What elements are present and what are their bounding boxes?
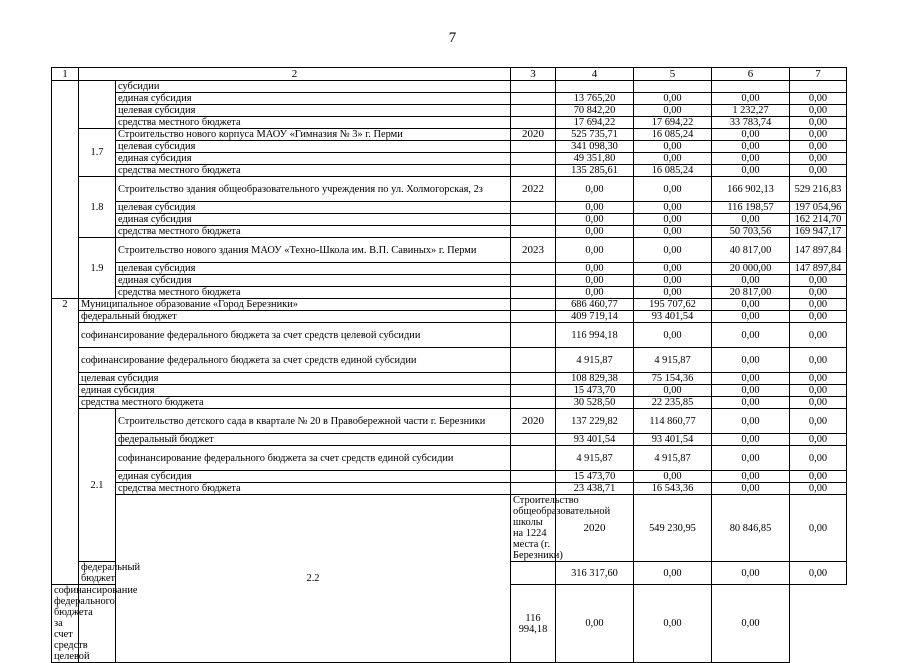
value-cell: 0,00 xyxy=(790,471,847,483)
value-cell: 0,00 xyxy=(712,385,790,397)
table-row xyxy=(52,141,847,153)
value-cell: 116 198,57 xyxy=(712,202,790,214)
value-cell: 0,00 xyxy=(556,177,634,202)
value-cell: 0,00 xyxy=(634,323,712,348)
value-cell: 0,00 xyxy=(790,117,847,129)
table-row xyxy=(52,214,847,226)
year-cell xyxy=(511,117,556,129)
table-row xyxy=(52,105,847,117)
item-number-cell: 1.8 xyxy=(79,177,116,238)
value-cell: 0,00 xyxy=(790,129,847,141)
value-cell: 116 994,18 xyxy=(511,585,556,663)
value-cell: 525 735,71 xyxy=(556,129,634,141)
value-cell: 0,00 xyxy=(556,202,634,214)
value-cell: 40 817,00 xyxy=(712,238,790,263)
table-row xyxy=(52,202,847,214)
year-cell xyxy=(511,446,556,471)
value-cell: 0,00 xyxy=(712,483,790,495)
value-cell: 0,00 xyxy=(712,165,790,177)
value-cell: 0,00 xyxy=(790,385,847,397)
value-cell: 93 401,54 xyxy=(634,434,712,446)
item-number-cell: 2.2 xyxy=(116,495,511,663)
header-cell: 7 xyxy=(790,68,847,81)
year-cell xyxy=(511,562,556,585)
year-cell xyxy=(511,93,556,105)
year-cell xyxy=(511,81,556,93)
year-cell xyxy=(511,226,556,238)
table-row xyxy=(52,165,847,177)
year-cell: 2020 xyxy=(511,129,556,141)
value-cell: 409 719,14 xyxy=(556,311,634,323)
value-cell: 316 317,60 xyxy=(556,562,634,585)
value-cell xyxy=(790,81,847,93)
section-number-cell: 2 xyxy=(52,299,79,585)
value-cell: 13 765,20 xyxy=(556,93,634,105)
table-row xyxy=(52,323,847,348)
table-row xyxy=(52,226,847,238)
value-cell: 195 707,62 xyxy=(634,299,712,311)
value-cell: 23 438,71 xyxy=(556,483,634,495)
value-cell: 0,00 xyxy=(712,323,790,348)
item-name-cell: средства местного бюджета xyxy=(116,483,511,495)
table-body xyxy=(52,68,847,663)
year-cell xyxy=(511,471,556,483)
value-cell: 0,00 xyxy=(712,409,790,434)
value-cell: 0,00 xyxy=(712,129,790,141)
item-name-cell: единая субсидия xyxy=(116,275,511,287)
item-name-cell: Строительство здания общеобразовательного учреждения по ул. Холмогорская, 2з xyxy=(116,177,511,202)
value-cell: 93 401,54 xyxy=(556,434,634,446)
year-cell xyxy=(511,348,556,373)
value-cell: 0,00 xyxy=(790,93,847,105)
table-row xyxy=(52,238,847,263)
item-name-cell: Строительство детского сада в квартале № 20 в Правобережной части г. Березники xyxy=(116,409,511,434)
value-cell: 166 902,13 xyxy=(712,177,790,202)
value-cell: 0,00 xyxy=(790,141,847,153)
budget-table xyxy=(51,67,847,663)
value-cell: 0,00 xyxy=(634,141,712,153)
value-cell: 0,00 xyxy=(634,562,712,585)
value-cell: 0,00 xyxy=(790,275,847,287)
item-name-cell: софинансирование федерального бюджета за счет средств единой субсидии xyxy=(116,446,511,471)
year-cell xyxy=(511,323,556,348)
table-row xyxy=(52,275,847,287)
value-cell: 0,00 xyxy=(634,93,712,105)
table-row xyxy=(52,129,847,141)
year-cell xyxy=(511,287,556,299)
item-name-cell: софинансирование федерального бюджета за счет средств целевой субсидии xyxy=(79,323,511,348)
header-row xyxy=(52,68,847,81)
value-cell: 0,00 xyxy=(790,287,847,299)
item-name-cell: средства местного бюджета xyxy=(79,397,511,409)
year-cell xyxy=(511,434,556,446)
value-cell: 0,00 xyxy=(634,385,712,397)
value-cell: 686 460,77 xyxy=(556,299,634,311)
item-name-cell: единая субсидия xyxy=(116,153,511,165)
value-cell: 0,00 xyxy=(712,275,790,287)
year-cell: 2020 xyxy=(556,495,634,562)
value-cell: 0,00 xyxy=(790,348,847,373)
header-cell: 1 xyxy=(52,68,79,81)
value-cell: 4 915,87 xyxy=(556,446,634,471)
item-name-cell: единая субсидия xyxy=(79,385,511,397)
value-cell: 75 154,36 xyxy=(634,373,712,385)
value-cell: 0,00 xyxy=(556,263,634,275)
value-cell: 162 214,70 xyxy=(790,214,847,226)
value-cell: 17 694,22 xyxy=(556,117,634,129)
item-name-cell: Строительство общеобразовательной школы на 1224 места (г. Березники) xyxy=(511,495,556,562)
value-cell: 49 351,80 xyxy=(556,153,634,165)
value-cell xyxy=(634,81,712,93)
value-cell: 197 054,96 xyxy=(790,202,847,214)
value-cell xyxy=(712,81,790,93)
table-row xyxy=(52,299,847,311)
table-row xyxy=(52,495,847,562)
table-row xyxy=(52,385,847,397)
value-cell: 0,00 xyxy=(712,311,790,323)
item-name-cell: целевая субсидия xyxy=(116,202,511,214)
item-name-cell: софинансирование федерального бюджета за счет средств целевой xyxy=(52,585,79,663)
value-cell: 22 235,85 xyxy=(634,397,712,409)
value-cell: 116 994,18 xyxy=(556,323,634,348)
header-cell: 5 xyxy=(634,68,712,81)
value-cell: 0,00 xyxy=(634,471,712,483)
table-row xyxy=(52,409,847,434)
item-name-cell: средства местного бюджета xyxy=(116,165,511,177)
value-cell: 0,00 xyxy=(790,299,847,311)
item-name-cell: федеральный бюджет xyxy=(116,434,511,446)
item-name-cell: единая субсидия xyxy=(116,471,511,483)
table-row xyxy=(52,483,847,495)
item-name-cell: средства местного бюджета xyxy=(116,117,511,129)
table-row xyxy=(52,311,847,323)
value-cell: 0,00 xyxy=(790,397,847,409)
value-cell: 108 829,38 xyxy=(556,373,634,385)
item-name-cell: средства местного бюджета xyxy=(116,226,511,238)
year-cell xyxy=(511,483,556,495)
item-name-cell: единая субсидия xyxy=(116,93,511,105)
item-number-cell: 1.7 xyxy=(79,129,116,177)
value-cell: 0,00 xyxy=(634,214,712,226)
value-cell: 17 694,22 xyxy=(634,117,712,129)
year-cell xyxy=(511,141,556,153)
value-cell: 0,00 xyxy=(634,105,712,117)
item-name-cell: целевая субсидия xyxy=(116,263,511,275)
year-cell: 2022 xyxy=(511,177,556,202)
table-row xyxy=(52,287,847,299)
value-cell xyxy=(556,81,634,93)
value-cell: 0,00 xyxy=(790,153,847,165)
value-cell: 0,00 xyxy=(712,214,790,226)
value-cell: 4 915,87 xyxy=(634,446,712,471)
value-cell: 16 085,24 xyxy=(634,165,712,177)
year-cell xyxy=(511,397,556,409)
year-cell xyxy=(511,105,556,117)
table-row xyxy=(52,263,847,275)
value-cell: 341 098,30 xyxy=(556,141,634,153)
value-cell: 0,00 xyxy=(712,397,790,409)
table-row xyxy=(52,434,847,446)
value-cell: 0,00 xyxy=(712,373,790,385)
value-cell: 0,00 xyxy=(712,585,790,663)
table-row xyxy=(52,373,847,385)
item-name-cell: федеральный бюджет xyxy=(79,311,511,323)
year-cell xyxy=(511,214,556,226)
value-cell: 169 947,17 xyxy=(790,226,847,238)
value-cell: 50 703,56 xyxy=(712,226,790,238)
table-row xyxy=(52,471,847,483)
value-cell: 0,00 xyxy=(556,275,634,287)
value-cell: 0,00 xyxy=(712,471,790,483)
value-cell: 0,00 xyxy=(556,238,634,263)
value-cell: 0,00 xyxy=(712,446,790,471)
value-cell: 0,00 xyxy=(634,226,712,238)
year-cell xyxy=(511,311,556,323)
table-row xyxy=(52,81,847,93)
table-row xyxy=(52,446,847,471)
value-cell: 0,00 xyxy=(712,141,790,153)
item-number-cell: 2.1 xyxy=(79,409,116,562)
value-cell: 80 846,85 xyxy=(712,495,790,562)
header-cell: 6 xyxy=(712,68,790,81)
table-row xyxy=(52,153,847,165)
value-cell: 0,00 xyxy=(790,373,847,385)
item-name-cell: субсидии xyxy=(116,81,511,93)
value-cell: 15 473,70 xyxy=(556,385,634,397)
value-cell: 0,00 xyxy=(556,226,634,238)
value-cell: 0,00 xyxy=(634,263,712,275)
value-cell: 529 216,83 xyxy=(790,177,847,202)
value-cell: 1 232,27 xyxy=(712,105,790,117)
year-cell xyxy=(511,263,556,275)
value-cell: 20 817,00 xyxy=(712,287,790,299)
item-name-cell: Муниципальное образование «Город Березники» xyxy=(79,299,511,311)
value-cell: 15 473,70 xyxy=(556,471,634,483)
header-cell: 2 xyxy=(79,68,511,81)
table-row xyxy=(52,117,847,129)
value-cell: 0,00 xyxy=(712,434,790,446)
item-name-cell: Строительство нового корпуса МАОУ «Гимназия № 3» г. Перми xyxy=(116,129,511,141)
value-cell: 4 915,87 xyxy=(634,348,712,373)
year-cell xyxy=(511,385,556,397)
value-cell: 0,00 xyxy=(634,287,712,299)
header-cell: 4 xyxy=(556,68,634,81)
value-cell: 0,00 xyxy=(556,214,634,226)
value-cell: 137 229,82 xyxy=(556,409,634,434)
value-cell: 549 230,95 xyxy=(634,495,712,562)
value-cell: 0,00 xyxy=(634,275,712,287)
value-cell: 4 915,87 xyxy=(556,348,634,373)
value-cell: 0,00 xyxy=(790,562,847,585)
value-cell: 0,00 xyxy=(790,483,847,495)
value-cell: 0,00 xyxy=(556,287,634,299)
value-cell: 0,00 xyxy=(712,299,790,311)
value-cell: 0,00 xyxy=(790,105,847,117)
value-cell: 135 285,61 xyxy=(556,165,634,177)
value-cell: 0,00 xyxy=(790,323,847,348)
year-cell: 2023 xyxy=(511,238,556,263)
value-cell: 0,00 xyxy=(790,165,847,177)
item-name-cell: целевая субсидия xyxy=(79,373,511,385)
value-cell: 147 897,84 xyxy=(790,263,847,275)
value-cell: 0,00 xyxy=(712,562,790,585)
item-name-cell: средства местного бюджета xyxy=(116,287,511,299)
item-name-cell: федеральный бюджет xyxy=(79,562,116,585)
value-cell: 0,00 xyxy=(712,153,790,165)
year-cell xyxy=(511,153,556,165)
page-number: 7 xyxy=(448,30,457,46)
value-cell: 0,00 xyxy=(790,495,847,562)
value-cell: 33 783,74 xyxy=(712,117,790,129)
value-cell: 147 897,84 xyxy=(790,238,847,263)
value-cell: 30 528,50 xyxy=(556,397,634,409)
value-cell: 0,00 xyxy=(634,153,712,165)
value-cell: 0,00 xyxy=(712,348,790,373)
item-number-cell: 1.9 xyxy=(79,238,116,299)
item-name-cell: целевая субсидия xyxy=(116,141,511,153)
item-name-cell: целевая субсидия xyxy=(116,105,511,117)
item-name-cell: Строительство нового здания МАОУ «Техно-Школа им. В.П. Савиных» г. Перми xyxy=(116,238,511,263)
table-row xyxy=(52,93,847,105)
year-cell xyxy=(511,373,556,385)
year-cell xyxy=(511,202,556,214)
value-cell: 16 543,36 xyxy=(634,483,712,495)
table-row xyxy=(52,177,847,202)
year-cell xyxy=(511,275,556,287)
value-cell: 0,00 xyxy=(634,177,712,202)
table-row xyxy=(52,348,847,373)
value-cell: 0,00 xyxy=(790,434,847,446)
value-cell: 114 860,77 xyxy=(634,409,712,434)
value-cell: 93 401,54 xyxy=(634,311,712,323)
value-cell: 70 842,20 xyxy=(556,105,634,117)
value-cell: 20 000,00 xyxy=(712,263,790,275)
item-name-cell: единая субсидия xyxy=(116,214,511,226)
year-cell: 2020 xyxy=(511,409,556,434)
value-cell: 16 085,24 xyxy=(634,129,712,141)
value-cell: 0,00 xyxy=(712,93,790,105)
section-number-cell xyxy=(52,81,79,299)
year-cell xyxy=(511,165,556,177)
header-cell: 3 xyxy=(511,68,556,81)
item-name-cell: софинансирование федерального бюджета за счет средств единой субсидии xyxy=(79,348,511,373)
value-cell: 0,00 xyxy=(634,585,712,663)
value-cell: 0,00 xyxy=(556,585,634,663)
item-number-cell xyxy=(79,81,116,129)
value-cell: 0,00 xyxy=(634,202,712,214)
value-cell: 0,00 xyxy=(790,409,847,434)
value-cell: 0,00 xyxy=(790,446,847,471)
year-cell xyxy=(511,299,556,311)
value-cell: 0,00 xyxy=(790,311,847,323)
table-row xyxy=(52,397,847,409)
value-cell: 0,00 xyxy=(634,238,712,263)
